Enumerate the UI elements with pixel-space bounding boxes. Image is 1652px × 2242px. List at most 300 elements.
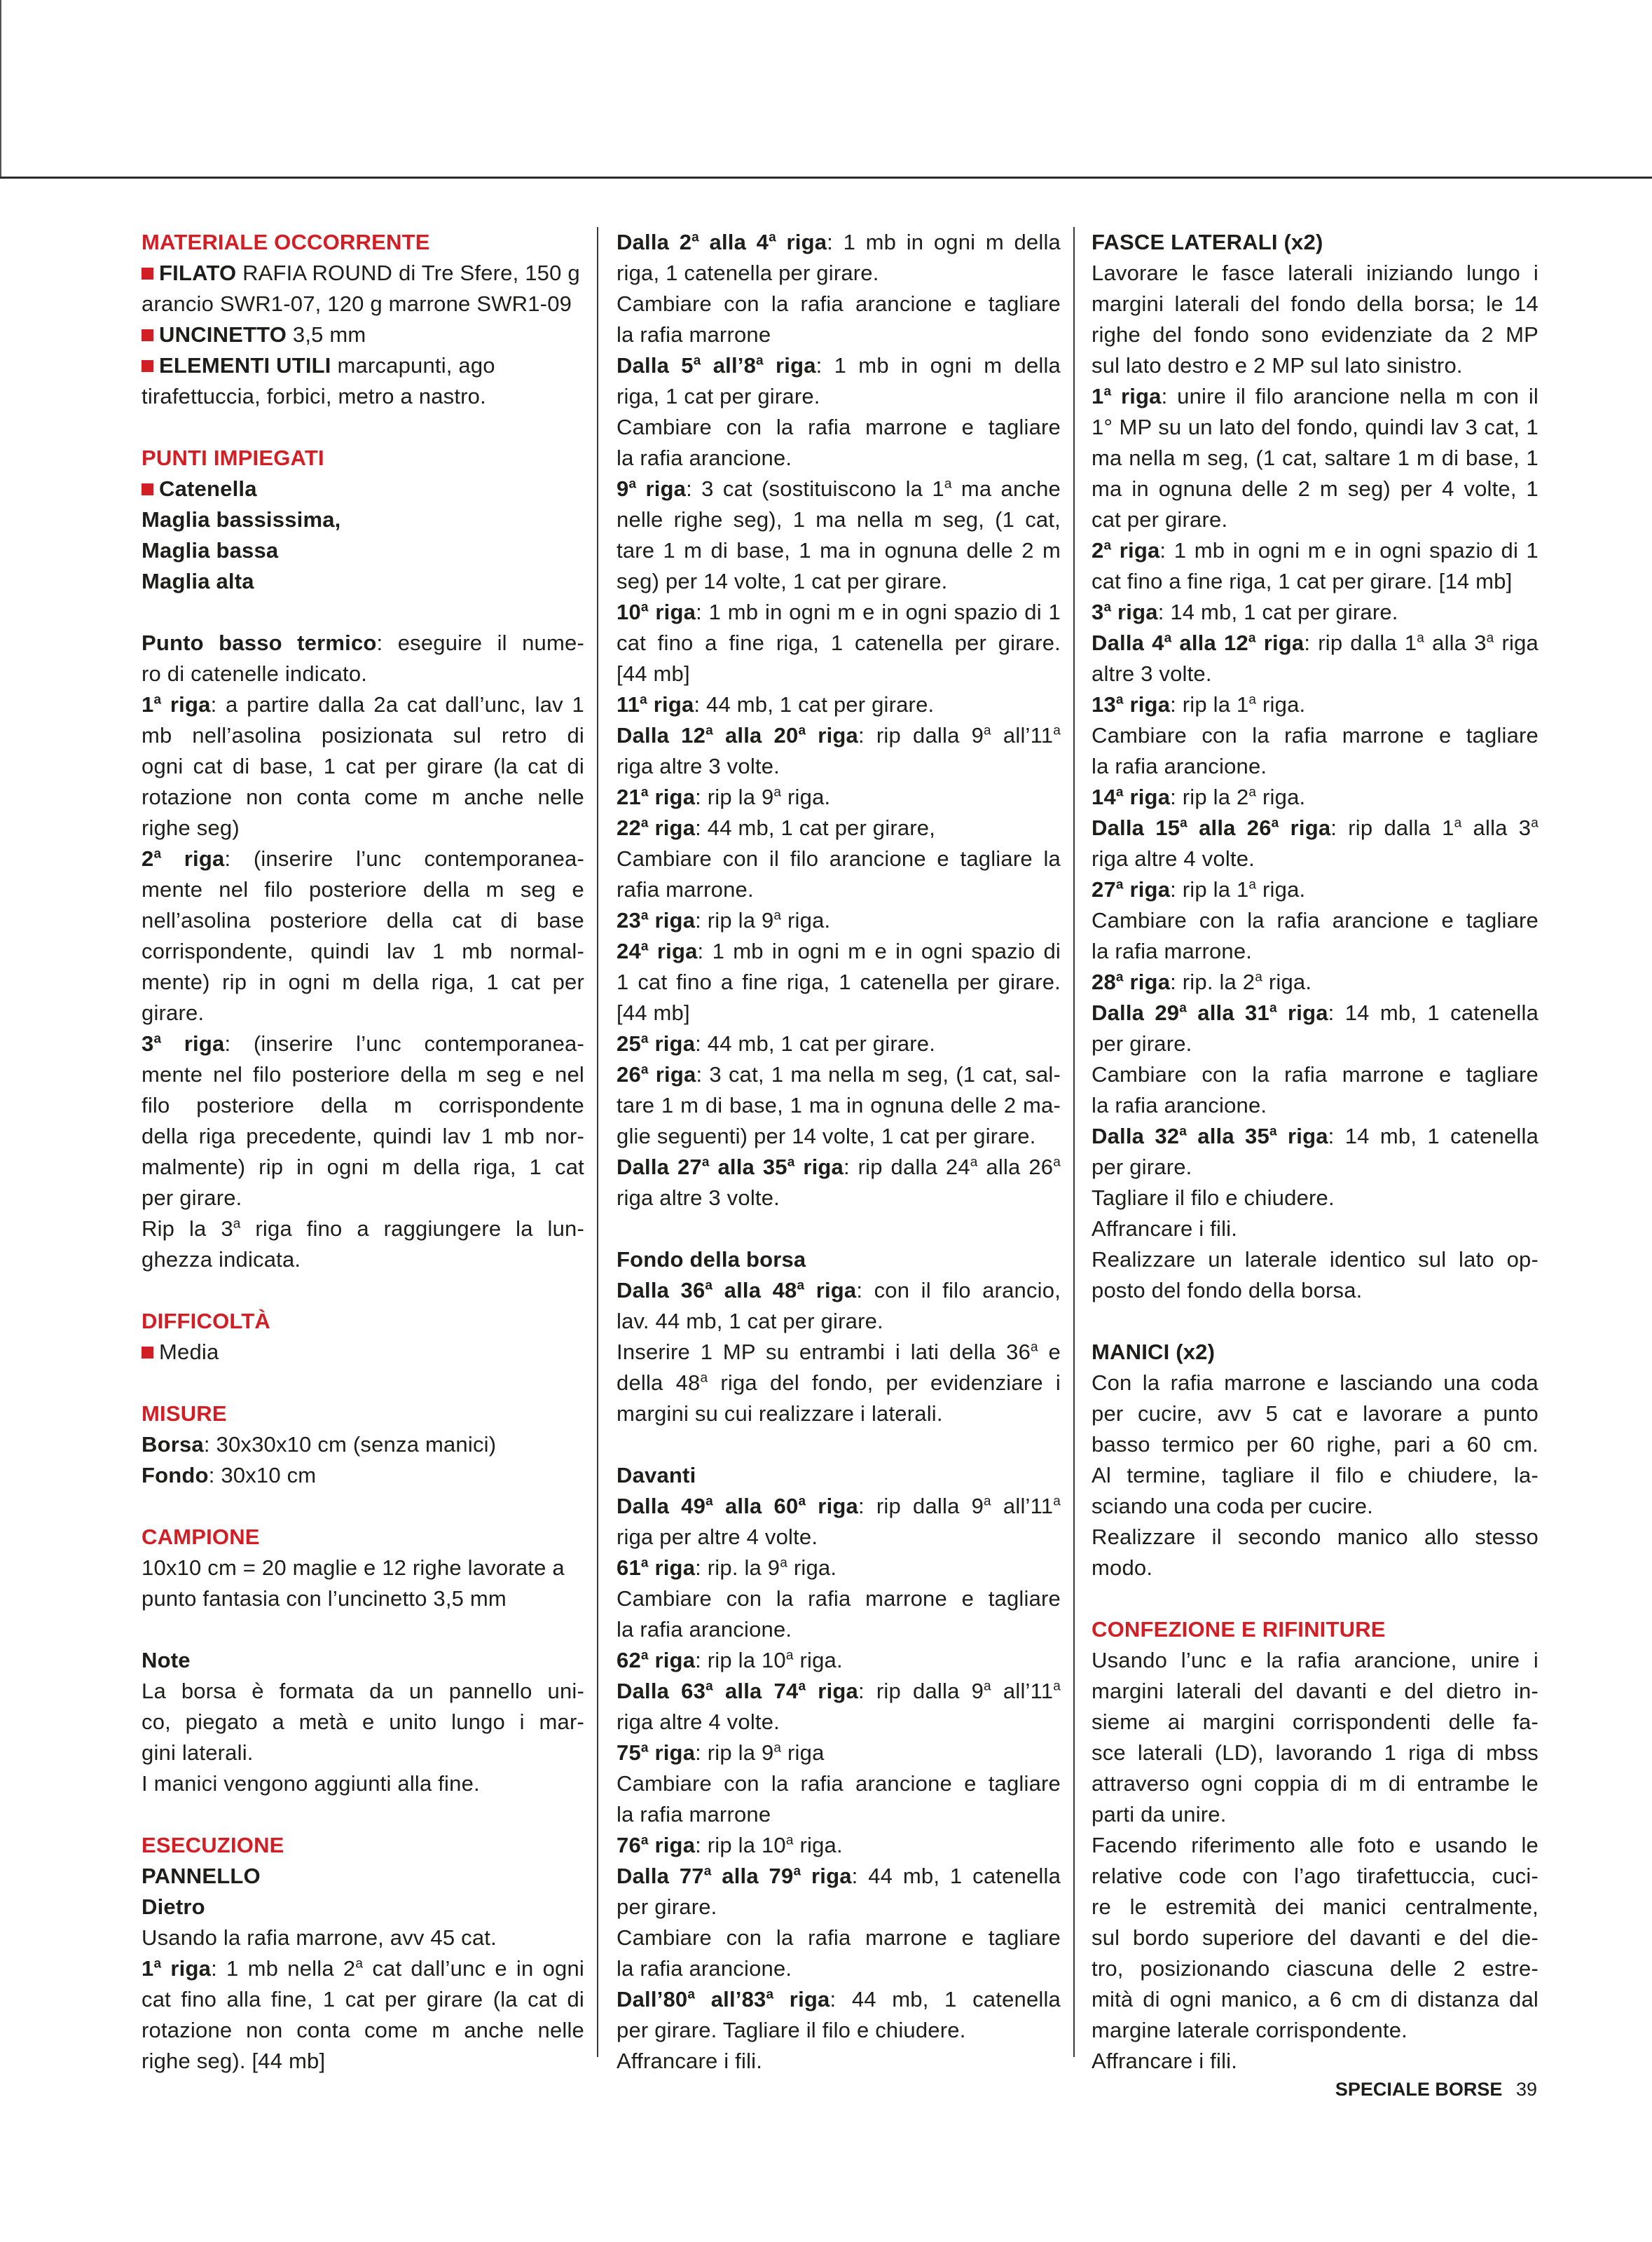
column-3 bbox=[1092, 227, 1539, 2077]
ordinal-superscript: a bbox=[984, 1494, 991, 1509]
text-line bbox=[1092, 751, 1539, 782]
section-heading: ESECUZIONE bbox=[142, 1833, 284, 1857]
text-run: : rip. la 2 bbox=[1170, 970, 1255, 994]
ordinal-superscript: a bbox=[153, 1956, 162, 1972]
ordinal-superscript: a bbox=[705, 1278, 713, 1293]
text-line bbox=[617, 350, 1061, 381]
ordinal-superscript: a bbox=[640, 692, 647, 708]
header-rule bbox=[0, 177, 1652, 179]
text-run: mente nel filo posteriore della m seg e bbox=[142, 877, 584, 902]
spacer bbox=[1092, 1583, 1539, 1614]
text-run: : 1 mb in ogni m della bbox=[827, 230, 1061, 254]
text-run: Cambiare con la rafia marrone e tagliare bbox=[1092, 1062, 1539, 1087]
text-run: tare 1 m di base, 1 ma in ognuna delle 2 ma- bbox=[617, 1093, 1061, 1117]
text-line bbox=[142, 1923, 584, 1953]
text-run: ogni cat di base, 1 cat per girare (la cat di bbox=[142, 754, 584, 778]
text-run: righe del fondo sono evidenziate da 2 MP bbox=[1092, 322, 1539, 347]
text-line bbox=[617, 319, 1061, 350]
text-run: I manici vengono aggiunti alla fine. bbox=[142, 1771, 480, 1796]
text-run: : rip la 10 bbox=[695, 1833, 786, 1857]
text-run: riga. bbox=[781, 785, 831, 809]
footer-section-title: SPECIALE BORSE bbox=[1335, 2079, 1503, 2100]
page-footer bbox=[1335, 2077, 1537, 2102]
ordinal-superscript: a bbox=[705, 1679, 713, 1694]
text-line bbox=[1092, 813, 1539, 844]
text-run: Realizzare il secondo manico allo stesso bbox=[1092, 1525, 1539, 1549]
text-line bbox=[1092, 2046, 1539, 2077]
text-run: riga. bbox=[1256, 877, 1306, 902]
text-line bbox=[1092, 1183, 1539, 1213]
text-run: filo posteriore della m corrispondente bbox=[142, 1093, 584, 1117]
ordinal-superscript: a bbox=[1115, 785, 1124, 800]
text-run: co, piegato a metà e unito lungo i mar- bbox=[142, 1710, 584, 1734]
text-run: : rip la 2 bbox=[1170, 785, 1249, 809]
text-run: sul bordo superiore del davanti e del die- bbox=[1092, 1925, 1539, 1950]
ordinal-superscript: a bbox=[984, 1679, 991, 1694]
text-run: all’11 bbox=[991, 723, 1054, 748]
text-run: cat dall’unc e in ogni bbox=[363, 1956, 584, 1981]
text-line bbox=[1092, 319, 1539, 350]
text-run: riga bbox=[648, 939, 698, 963]
ordinal-superscript: a bbox=[693, 353, 701, 369]
text-run: Dalla 49 bbox=[617, 1494, 706, 1518]
text-run: alla 31 bbox=[1187, 1000, 1269, 1025]
text-run: Dalla 15 bbox=[1092, 816, 1181, 840]
text-run: riga bbox=[1123, 785, 1171, 809]
text-line bbox=[617, 1460, 1061, 1491]
ordinal-superscript: a bbox=[640, 1833, 649, 1848]
ordinal-superscript: a bbox=[1053, 723, 1061, 738]
text-run: riga. bbox=[1256, 785, 1306, 809]
text-run: riga bbox=[804, 1278, 857, 1302]
text-line bbox=[1092, 1398, 1539, 1429]
text-line bbox=[617, 813, 1061, 844]
ordinal-superscript: a bbox=[640, 1062, 649, 1078]
text-run: riga bbox=[161, 846, 225, 871]
text-line bbox=[142, 936, 584, 967]
text-run: ma anche bbox=[951, 476, 1061, 501]
text-line bbox=[142, 844, 584, 874]
text-line bbox=[617, 844, 1061, 874]
ordinal-superscript: a bbox=[1269, 1124, 1277, 1139]
text-run: alla 35 bbox=[709, 1155, 787, 1179]
text-run: rotazione non conta come m anche nelle bbox=[142, 2018, 584, 2042]
text-line bbox=[142, 1059, 584, 1090]
text-run: 1 bbox=[1092, 384, 1104, 408]
text-run: : 14 mb, 1 catenella bbox=[1328, 1000, 1539, 1025]
text-run: riga bbox=[1255, 631, 1305, 655]
text-run: : con il filo arancio, bbox=[856, 1278, 1061, 1302]
text-run: cat per girare. bbox=[1092, 507, 1228, 532]
ordinal-superscript: a bbox=[785, 1648, 794, 1663]
text-line bbox=[142, 1029, 584, 1059]
ordinal-superscript: a bbox=[640, 785, 649, 800]
text-run: 62 bbox=[617, 1648, 641, 1672]
text-run: e bbox=[1038, 1340, 1061, 1364]
text-line bbox=[142, 998, 584, 1029]
text-line bbox=[617, 659, 1061, 689]
ordinal-superscript: a bbox=[1103, 600, 1112, 615]
text-line bbox=[142, 319, 584, 350]
ordinal-superscript: a bbox=[1454, 816, 1462, 831]
red-square-bullet-icon bbox=[142, 329, 153, 341]
text-run: : 1 mb nella 2 bbox=[211, 1956, 356, 1981]
text-run: riga bbox=[648, 1555, 696, 1580]
text-run: UNCINETTO bbox=[159, 322, 287, 347]
text-line bbox=[1092, 381, 1539, 412]
text-line bbox=[617, 1830, 1061, 1861]
column-divider bbox=[1073, 227, 1075, 2057]
text-line bbox=[1092, 628, 1539, 659]
text-line bbox=[142, 628, 584, 659]
text-line bbox=[617, 1614, 1061, 1645]
ordinal-superscript: a bbox=[691, 230, 699, 245]
text-run: margini laterali del davanti e del dietro in- bbox=[1092, 1679, 1539, 1703]
text-line bbox=[1092, 1645, 1539, 1676]
text-run: ma nella m seg, (1 cat, saltare 1 m di base, 1 bbox=[1092, 446, 1539, 470]
text-line bbox=[142, 1583, 584, 1614]
text-line bbox=[617, 628, 1061, 659]
ordinal-superscript: a bbox=[703, 1864, 712, 1879]
ordinal-superscript: a bbox=[1269, 1000, 1277, 1016]
text-run: : rip dalla 9 bbox=[858, 1679, 984, 1703]
text-run: Dalla 36 bbox=[617, 1278, 705, 1302]
text-line bbox=[617, 1953, 1061, 1984]
ordinal-superscript: a bbox=[153, 846, 162, 862]
text-run: Maglia alta bbox=[142, 569, 254, 593]
text-run: riga bbox=[781, 1740, 825, 1765]
red-square-bullet-icon bbox=[142, 360, 153, 372]
ordinal-superscript: a bbox=[640, 600, 649, 615]
text-line bbox=[1092, 1830, 1539, 1861]
text-run: Rip la 3 bbox=[142, 1216, 233, 1241]
text-run: riga bbox=[776, 230, 827, 254]
text-run: righe seg). [44 mb] bbox=[142, 2049, 326, 2073]
ordinal-superscript: a bbox=[1103, 538, 1112, 553]
section-heading: DIFFICOLTÀ bbox=[142, 1309, 270, 1333]
text-run: margini laterali del fondo della borsa; le 14 bbox=[1092, 291, 1539, 316]
text-run: riga del fondo, per evidenziare i bbox=[708, 1370, 1061, 1395]
ordinal-superscript: a bbox=[785, 1833, 794, 1848]
text-run: la rafia arancione. bbox=[1092, 1093, 1267, 1117]
text-line bbox=[142, 2046, 584, 2077]
spacer bbox=[142, 1368, 584, 1398]
section-heading: PUNTI IMPIEGATI bbox=[142, 446, 324, 470]
text-run: della riga precedente, quindi lav 1 mb nor- bbox=[142, 1124, 584, 1148]
text-run: : rip dalla 9 bbox=[858, 723, 984, 748]
text-run: riga altre 3 volte. bbox=[617, 1185, 780, 1210]
text-line bbox=[142, 566, 584, 597]
text-run: per cucire, avv 5 cat e lavorare a punto bbox=[1092, 1401, 1539, 1426]
text-line bbox=[142, 474, 584, 504]
text-line bbox=[142, 720, 584, 751]
ordinal-superscript: a bbox=[798, 1679, 806, 1694]
ordinal-superscript: a bbox=[355, 1956, 364, 1972]
text-line bbox=[1092, 1676, 1539, 1707]
text-run: : rip dalla 1 bbox=[1330, 816, 1454, 840]
ordinal-superscript: a bbox=[1531, 816, 1539, 831]
text-run: 21 bbox=[617, 785, 641, 809]
text-run: 24 bbox=[617, 939, 641, 963]
text-run: riga. bbox=[781, 908, 831, 933]
text-line bbox=[1092, 1460, 1539, 1491]
text-run: : 44 mb, 1 cat per girare. bbox=[694, 692, 935, 717]
ordinal-superscript: a bbox=[773, 785, 782, 800]
text-run: Affrancare i fili. bbox=[617, 2049, 763, 2073]
ordinal-superscript: a bbox=[1180, 816, 1188, 831]
text-run: Dalla 5 bbox=[617, 353, 694, 378]
text-run: Facendo riferimento alle foto e usando le bbox=[1092, 1833, 1539, 1857]
text-run: riga bbox=[794, 1155, 844, 1179]
text-run: malmente) rip in ogni m della riga, 1 cat bbox=[142, 1155, 584, 1179]
text-run: riga bbox=[648, 1833, 696, 1857]
text-line bbox=[142, 1953, 584, 1984]
text-line bbox=[142, 813, 584, 844]
ordinal-superscript: a bbox=[628, 476, 637, 492]
text-line bbox=[617, 1059, 1061, 1090]
text-run: Dalla 4 bbox=[1092, 631, 1164, 655]
text-run: riga bbox=[1276, 1000, 1328, 1025]
ordinal-superscript: a bbox=[773, 1740, 782, 1756]
text-line bbox=[1092, 1984, 1539, 2015]
text-run: PANNELLO bbox=[142, 1864, 261, 1888]
spacer bbox=[142, 597, 584, 628]
text-run: : rip la 9 bbox=[695, 908, 774, 933]
text-line bbox=[1092, 1768, 1539, 1799]
ordinal-superscript: a bbox=[1248, 877, 1257, 893]
text-run: rafia marrone. bbox=[617, 877, 754, 902]
text-run: mb nell’asolina posizionata sul retro di bbox=[142, 723, 584, 748]
text-line bbox=[617, 1491, 1061, 1522]
ordinal-superscript: a bbox=[1103, 384, 1112, 399]
ordinal-superscript: a bbox=[1179, 1124, 1188, 1139]
ordinal-superscript: a bbox=[1255, 970, 1263, 985]
text-line bbox=[617, 1522, 1061, 1553]
ordinal-superscript: a bbox=[1115, 877, 1124, 893]
text-line bbox=[1092, 350, 1539, 381]
text-line bbox=[1092, 1368, 1539, 1398]
column-2 bbox=[617, 227, 1061, 2077]
text-run: glie seguenti) per 14 volte, 1 cat per girare. bbox=[617, 1124, 1036, 1148]
text-line bbox=[142, 535, 584, 566]
text-run: sul lato destro e 2 MP sul lato sinistro. bbox=[1092, 353, 1463, 378]
text-run: Lavorare le fasce laterali iniziando lungo i bbox=[1092, 261, 1539, 285]
text-run: Cambiare con la rafia marrone e tagliare bbox=[617, 415, 1061, 439]
text-line bbox=[617, 782, 1061, 813]
text-run: della 48 bbox=[617, 1370, 701, 1395]
text-run: Cambiare con la rafia marrone e tagliare bbox=[617, 1925, 1061, 1950]
ordinal-superscript: a bbox=[233, 1216, 241, 1232]
text-run: riga per altre 4 volte. bbox=[617, 1525, 818, 1549]
spacer bbox=[142, 1491, 584, 1522]
text-run: parti da unire. bbox=[1092, 1802, 1227, 1827]
ordinal-superscript: a bbox=[1053, 1679, 1061, 1694]
ordinal-superscript: a bbox=[1053, 1155, 1061, 1170]
spacer bbox=[142, 1614, 584, 1645]
text-run: riga bbox=[161, 692, 211, 717]
ordinal-superscript: a bbox=[797, 1278, 805, 1293]
text-line bbox=[1092, 998, 1539, 1029]
text-run: riga bbox=[648, 816, 696, 840]
text-line bbox=[617, 1768, 1061, 1799]
ordinal-superscript: a bbox=[1417, 631, 1425, 646]
text-run: : 30x30x10 cm (senza manici) bbox=[203, 1432, 497, 1457]
text-line bbox=[617, 258, 1061, 289]
text-line bbox=[1092, 1553, 1539, 1583]
text-line bbox=[1092, 535, 1539, 566]
text-line bbox=[142, 1090, 584, 1121]
text-run: riga bbox=[801, 1864, 852, 1888]
text-run: Usando l’unc e la rafia arancione, unire i bbox=[1092, 1648, 1539, 1672]
text-run: la rafia arancione. bbox=[617, 446, 792, 470]
text-run: per girare. bbox=[617, 1894, 717, 1919]
text-run: : rip la 9 bbox=[695, 1740, 774, 1765]
text-run: : 44 mb, 1 cat per girare, bbox=[695, 816, 936, 840]
ordinal-superscript: a bbox=[798, 723, 806, 738]
text-run: riga bbox=[648, 600, 696, 624]
text-run: Media bbox=[159, 1340, 219, 1364]
ordinal-superscript: a bbox=[640, 1031, 649, 1047]
text-line bbox=[617, 1306, 1061, 1337]
text-line bbox=[1092, 1090, 1539, 1121]
text-run: Dalla 2 bbox=[617, 230, 692, 254]
page-number: 39 bbox=[1515, 2079, 1537, 2100]
text-run: 13 bbox=[1092, 692, 1116, 717]
text-line bbox=[1092, 412, 1539, 443]
text-line bbox=[617, 1553, 1061, 1583]
text-run: nell’asolina posteriore della cat di base bbox=[142, 908, 584, 933]
text-run: : eseguire il nume- bbox=[376, 631, 584, 655]
text-run: 76 bbox=[617, 1833, 641, 1857]
ordinal-superscript: a bbox=[1053, 1494, 1061, 1509]
text-line bbox=[617, 689, 1061, 720]
text-run: riga bbox=[1111, 384, 1162, 408]
text-run: : rip dalla 24 bbox=[844, 1155, 970, 1179]
column-1 bbox=[142, 227, 584, 2077]
text-run: : rip dalla 9 bbox=[858, 1494, 984, 1518]
text-run: Dalla 29 bbox=[1092, 1000, 1180, 1025]
text-run: riga, 1 catenella per girare. bbox=[617, 261, 879, 285]
text-run: riga. bbox=[787, 1555, 837, 1580]
text-run: riga, 1 cat per girare. bbox=[617, 384, 820, 408]
text-run: alla 3 bbox=[1461, 816, 1531, 840]
text-line bbox=[1092, 1244, 1539, 1275]
text-run: corrispondente, quindi lav 1 mb normal- bbox=[142, 939, 584, 963]
text-run: Maglia bassissima, bbox=[142, 507, 341, 532]
text-run: riga bbox=[1123, 877, 1171, 902]
text-line bbox=[1092, 1337, 1539, 1368]
ordinal-superscript: a bbox=[766, 1987, 774, 2002]
text-run: riga. bbox=[1256, 692, 1306, 717]
text-run: 75 bbox=[617, 1740, 641, 1765]
text-run: 22 bbox=[617, 816, 641, 840]
ordinal-superscript: a bbox=[1115, 692, 1124, 708]
ordinal-superscript: a bbox=[756, 353, 764, 369]
ordinal-superscript: a bbox=[701, 1155, 710, 1170]
ordinal-superscript: a bbox=[773, 908, 782, 923]
text-run: alla 3 bbox=[1424, 631, 1487, 655]
text-run: : 1 mb in ogni m e in ogni spazio di 1 bbox=[696, 600, 1061, 624]
text-run: : 44 mb, 1 cat per girare. bbox=[695, 1031, 936, 1056]
text-run: alla 26 bbox=[1187, 816, 1272, 840]
section-heading: MATERIALE OCCORRENTE bbox=[142, 230, 430, 254]
text-line bbox=[1092, 2015, 1539, 2046]
text-line bbox=[1092, 258, 1539, 289]
text-run: riga bbox=[647, 692, 694, 717]
ordinal-superscript: a bbox=[640, 939, 649, 954]
text-run: RAFIA ROUND di Tre Sfere, 150 g bbox=[236, 261, 580, 285]
text-run: : 14 mb, 1 cat per girare. bbox=[1157, 600, 1398, 624]
text-run: la rafia arancione. bbox=[617, 1956, 792, 1981]
text-line bbox=[1092, 597, 1539, 628]
text-run: riga bbox=[1494, 631, 1539, 655]
text-line bbox=[1092, 1029, 1539, 1059]
text-run: [44 mb] bbox=[617, 1000, 690, 1025]
text-run: 10 bbox=[617, 600, 641, 624]
ordinal-superscript: a bbox=[640, 908, 649, 923]
text-run: riga bbox=[636, 476, 687, 501]
text-line bbox=[1092, 782, 1539, 813]
text-line bbox=[617, 1861, 1061, 1892]
text-run: alla 60 bbox=[713, 1494, 799, 1518]
text-run: Dalla 32 bbox=[1092, 1124, 1180, 1148]
spacer bbox=[142, 1275, 584, 1306]
text-run: : 3 cat (sostituiscono la 1 bbox=[686, 476, 944, 501]
text-run: : 1 mb in ogni m della bbox=[815, 353, 1061, 378]
red-square-bullet-icon bbox=[142, 1347, 153, 1359]
text-line bbox=[617, 1799, 1061, 1830]
text-run: 26 bbox=[617, 1062, 641, 1087]
text-run: riga bbox=[648, 1648, 696, 1672]
spacer bbox=[142, 1799, 584, 1830]
text-run: : (inserire l’unc contemporanea- bbox=[224, 1031, 584, 1056]
text-run: Cambiare con la rafia arancione e tagliare bbox=[1092, 908, 1539, 933]
spacer bbox=[1092, 1306, 1539, 1337]
text-run: FILATO bbox=[159, 261, 237, 285]
text-line bbox=[142, 1768, 584, 1799]
text-run: : 44 mb, 1 catenella bbox=[830, 1987, 1061, 2011]
text-line bbox=[617, 936, 1061, 967]
ordinal-superscript: a bbox=[640, 1740, 649, 1756]
text-line bbox=[142, 1645, 584, 1676]
ordinal-superscript: a bbox=[153, 692, 162, 708]
text-line bbox=[617, 2015, 1061, 2046]
text-line bbox=[1092, 905, 1539, 936]
text-run: 3 bbox=[1092, 600, 1104, 624]
text-run: alla 79 bbox=[711, 1864, 794, 1888]
text-line bbox=[142, 782, 584, 813]
text-run: all’8 bbox=[701, 353, 757, 378]
text-line bbox=[617, 751, 1061, 782]
text-run: : rip. la 9 bbox=[695, 1555, 780, 1580]
ordinal-superscript: a bbox=[153, 1031, 162, 1047]
ordinal-superscript: a bbox=[640, 1648, 649, 1663]
text-line bbox=[1092, 1059, 1539, 1090]
text-line bbox=[617, 504, 1061, 535]
text-run: : 3 cat, 1 ma nella m seg, (1 cat, sal- bbox=[696, 1062, 1061, 1087]
text-run: alla 48 bbox=[713, 1278, 797, 1302]
text-run: punto fantasia con l’uncinetto 3,5 mm bbox=[142, 1586, 507, 1611]
text-run: riga bbox=[648, 1062, 696, 1087]
text-run: MANICI (x2) bbox=[1092, 1340, 1216, 1364]
text-run: : 44 mb, 1 catenella bbox=[851, 1864, 1061, 1888]
text-run: 2 bbox=[1092, 538, 1104, 563]
text-run: seg) per 14 volte, 1 cat per girare. bbox=[617, 569, 948, 593]
text-run: Dalla 27 bbox=[617, 1155, 702, 1179]
section-heading: MISURE bbox=[142, 1401, 227, 1426]
text-line bbox=[1092, 1275, 1539, 1306]
text-line bbox=[617, 412, 1061, 443]
